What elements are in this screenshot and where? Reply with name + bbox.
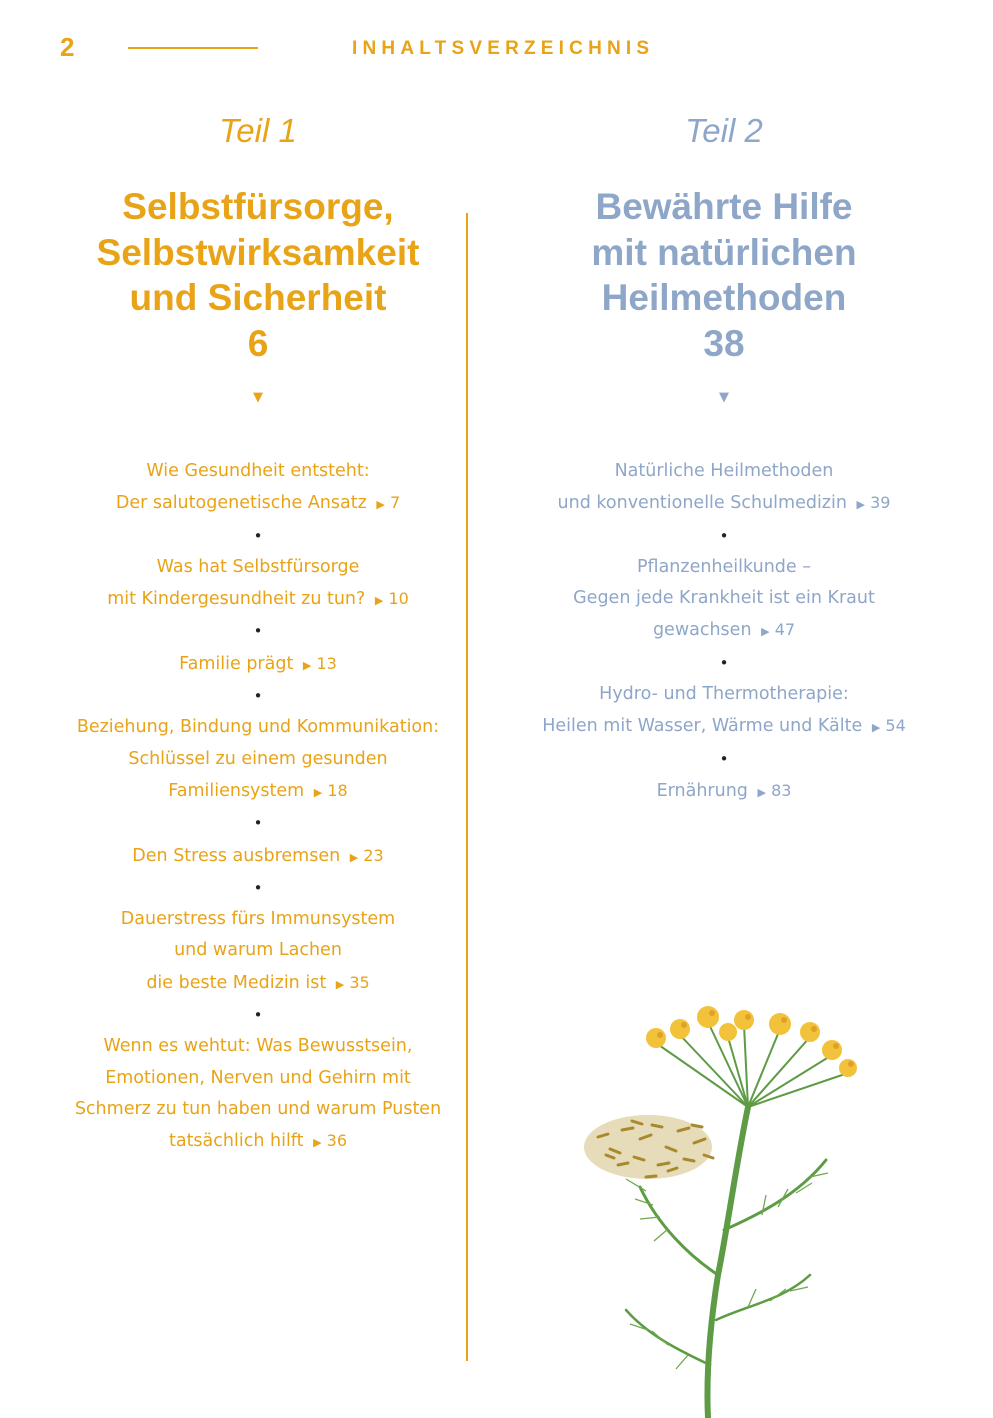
toc-entry-text: Wie Gesundheit entsteht: [146,461,370,481]
toc-page-ref[interactable] [332,973,370,992]
toc-page-ref[interactable] [868,716,906,735]
toc-entry-text: Ernährung [656,780,748,801]
toc-entry-text: Familie prägt [179,653,294,674]
part-2-title-line: Heilmethoden [601,277,847,318]
play-arrow-icon: ▶ [757,785,766,799]
play-arrow-icon: ▶ [871,721,881,735]
toc-entry-line [40,840,476,873]
down-arrow-icon: ▼ [253,390,263,405]
toc-entry-line [500,487,948,520]
toc-entry-line [500,679,948,710]
part-1-title-line: Selbstfürsorge, [122,186,394,227]
toc-page-number: 35 [349,972,370,992]
toc-page-ref[interactable] [853,493,891,512]
toc-separator-dot: • [253,526,263,545]
toc-entry-line [40,775,476,808]
part-1-start-page: 6 [247,322,269,364]
play-arrow-icon: ▶ [376,498,385,512]
toc-entry-text: Hydro- und Thermotherapie: [599,684,849,705]
toc-entry-text: Familiensystem [168,780,305,801]
toc-entry-text: Der salutogenetische Ansatz [115,493,367,514]
toc-entry-line [40,1125,476,1158]
toc-entry-line [40,935,476,966]
toc-page-number: 36 [326,1131,348,1151]
toc-entry-line [40,552,476,583]
toc-entry-text: Schmerz zu tun haben und warum Pusten [74,1098,442,1119]
toc-entry-text: Emotionen, Nerven und Gehirn mit [105,1067,411,1088]
toc-separator-dot: • [253,622,263,641]
toc-entry-line [500,775,948,808]
toc-entry-line [40,487,476,520]
part-1-title-line: und Sicherheit [129,277,387,318]
toc-page-number: 10 [388,589,409,609]
toc-entry-line [500,456,948,487]
toc-entry-line [40,456,476,487]
toc-separator-dot: • [719,749,729,768]
toc-entry-line [500,583,948,614]
part-1-toc [40,456,476,1159]
toc-entry-text: Natürliche Heilmethoden [614,461,834,481]
toc-entry-text: gewachsen [652,620,752,641]
page-number: 2 [60,32,75,62]
toc-entry-line [40,1063,476,1094]
toc-page-number: 13 [316,653,337,673]
toc-separator-dot: • [253,1006,263,1025]
toc-entry-text: und konventionelle Schulmedizin [557,493,847,514]
toc-entry-text: Den Stress ausbremsen [132,845,341,866]
page-header-title: INHALTSVERZEICHNIS [352,38,655,59]
toc-page-number: 83 [771,780,792,800]
part-2-column [500,108,948,808]
part-2-start-page: 38 [703,322,745,364]
toc-page-ref[interactable] [299,654,337,673]
toc-entry-text: Schlüssel zu einem gesunden [128,748,388,769]
toc-page-ref[interactable] [371,589,409,608]
toc-entry-text: Pflanzenheilkunde – [637,556,811,577]
play-arrow-icon: ▶ [856,498,865,512]
toc-entry-text: Was hat Selbstfürsorge [156,556,360,577]
toc-entry-line [40,583,476,616]
toc-entry-line [40,1031,476,1062]
part-1-title-line: Selbstwirksamkeit [96,231,420,273]
play-arrow-icon: ▶ [374,594,384,608]
toc-entry-line [40,904,476,935]
toc-entry-line [40,712,476,743]
toc-page-ref[interactable] [372,493,400,512]
toc-entry-line [500,552,948,583]
toc-page-ref[interactable] [346,846,384,865]
toc-entry-text: tatsächlich hilft [168,1131,304,1152]
toc-entry-text: Dauerstress fürs Immunsystem [120,909,396,930]
toc-entry-line [500,710,948,743]
toc-page-number: 54 [885,716,906,736]
toc-page-number: 23 [363,845,384,865]
toc-entry-line [500,614,948,647]
part-2-title [500,184,948,366]
toc-entry-text: mit Kindergesundheit zu tun? [107,589,366,610]
part-2-toc [500,456,948,808]
toc-separator-dot: • [719,653,729,672]
toc-page-ref[interactable] [310,781,348,800]
header-rule [128,47,258,49]
toc-entry-text: Heilen mit Wasser, Wärme und Kälte [542,716,863,737]
toc-entry-line [40,648,476,681]
toc-entry-text: Wenn es wehtut: Was Bewusstsein, [103,1036,413,1057]
part-1-column [40,108,476,1159]
toc-entry-line [40,744,476,775]
toc-page-ref[interactable] [309,1131,347,1150]
toc-separator-dot: • [253,814,263,833]
part-1-title [40,184,476,366]
part-2-title-line: mit natürlichen [591,231,857,273]
part-1-label: Teil 1 [219,112,297,149]
play-arrow-icon: ▶ [313,1136,322,1150]
fennel-plant-icon [548,925,868,1418]
toc-page-number: 18 [327,780,348,800]
toc-entry-text: Beziehung, Bindung und Kommunikation: [76,717,440,738]
toc-entry-line [40,1094,476,1125]
down-arrow-icon: ▼ [719,390,729,405]
play-arrow-icon: ▶ [761,625,770,639]
toc-separator-dot: • [253,687,263,706]
toc-page-ref[interactable] [754,781,792,800]
toc-page-number: 7 [389,493,401,513]
toc-entry-text: Gegen jede Krankheit ist ein Kraut [573,588,875,609]
play-arrow-icon: ▶ [302,658,312,672]
toc-separator-dot: • [719,526,729,545]
toc-page-number: 47 [774,620,796,640]
play-arrow-icon: ▶ [313,785,323,799]
toc-entry-text: die beste Medizin ist [146,972,327,993]
toc-separator-dot: • [253,878,263,897]
play-arrow-icon: ▶ [349,850,359,864]
toc-entry-text: und warum Lachen [174,940,342,961]
toc-entry-line [40,967,476,1000]
play-arrow-icon: ▶ [335,977,345,991]
part-2-label: Teil 2 [685,112,763,149]
toc-page-number: 39 [870,493,891,513]
toc-page-ref[interactable] [757,620,795,639]
part-2-title-line: Bewährte Hilfe [595,186,853,227]
